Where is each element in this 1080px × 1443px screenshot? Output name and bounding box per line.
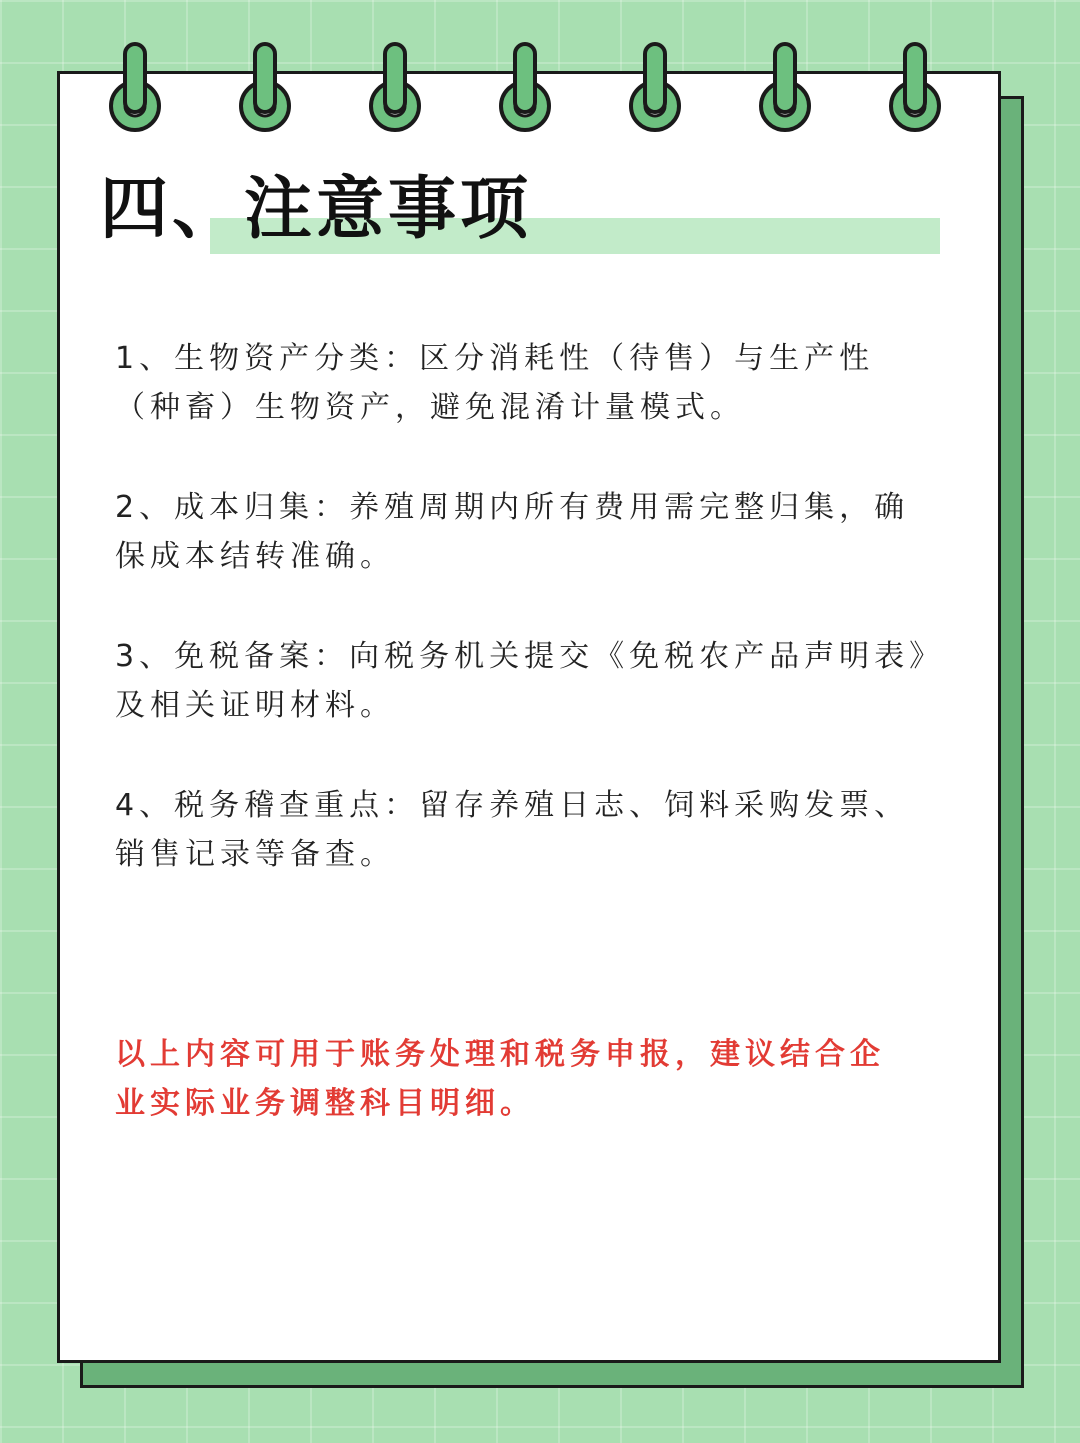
note-item: 2、成本归集：养殖周期内所有费用需完整归集，确保成本结转准确。 <box>115 490 910 574</box>
title-block <box>100 168 960 268</box>
binder-ring-icon <box>237 40 293 136</box>
binder-ring-icon <box>627 40 683 136</box>
note-item: 4、税务稽查重点：留存养殖日志、饲料采购发票、销售记录等备查。 <box>115 788 910 872</box>
binder-ring-icon <box>497 40 553 136</box>
note-item: 1、生物资产分类：区分消耗性（待售）与生产性（种畜）生物资产，避免混淆计量模式。 <box>115 341 875 425</box>
note-item: 3、免税备案：向税务机关提交《免税农产品声明表》及相关证明材料。 <box>115 639 930 723</box>
page-title: 四、注意事项 <box>100 170 533 249</box>
binder-ring-icon <box>107 40 163 136</box>
notes-list <box>115 334 930 930</box>
binder-ring-icon <box>887 40 943 136</box>
conclusion-text: 以上内容可用于账务处理和税务申报，建议结合企业实际业务调整科目明细。 <box>115 1037 885 1121</box>
binder-ring-icon <box>757 40 813 136</box>
binder-ring-icon <box>367 40 423 136</box>
